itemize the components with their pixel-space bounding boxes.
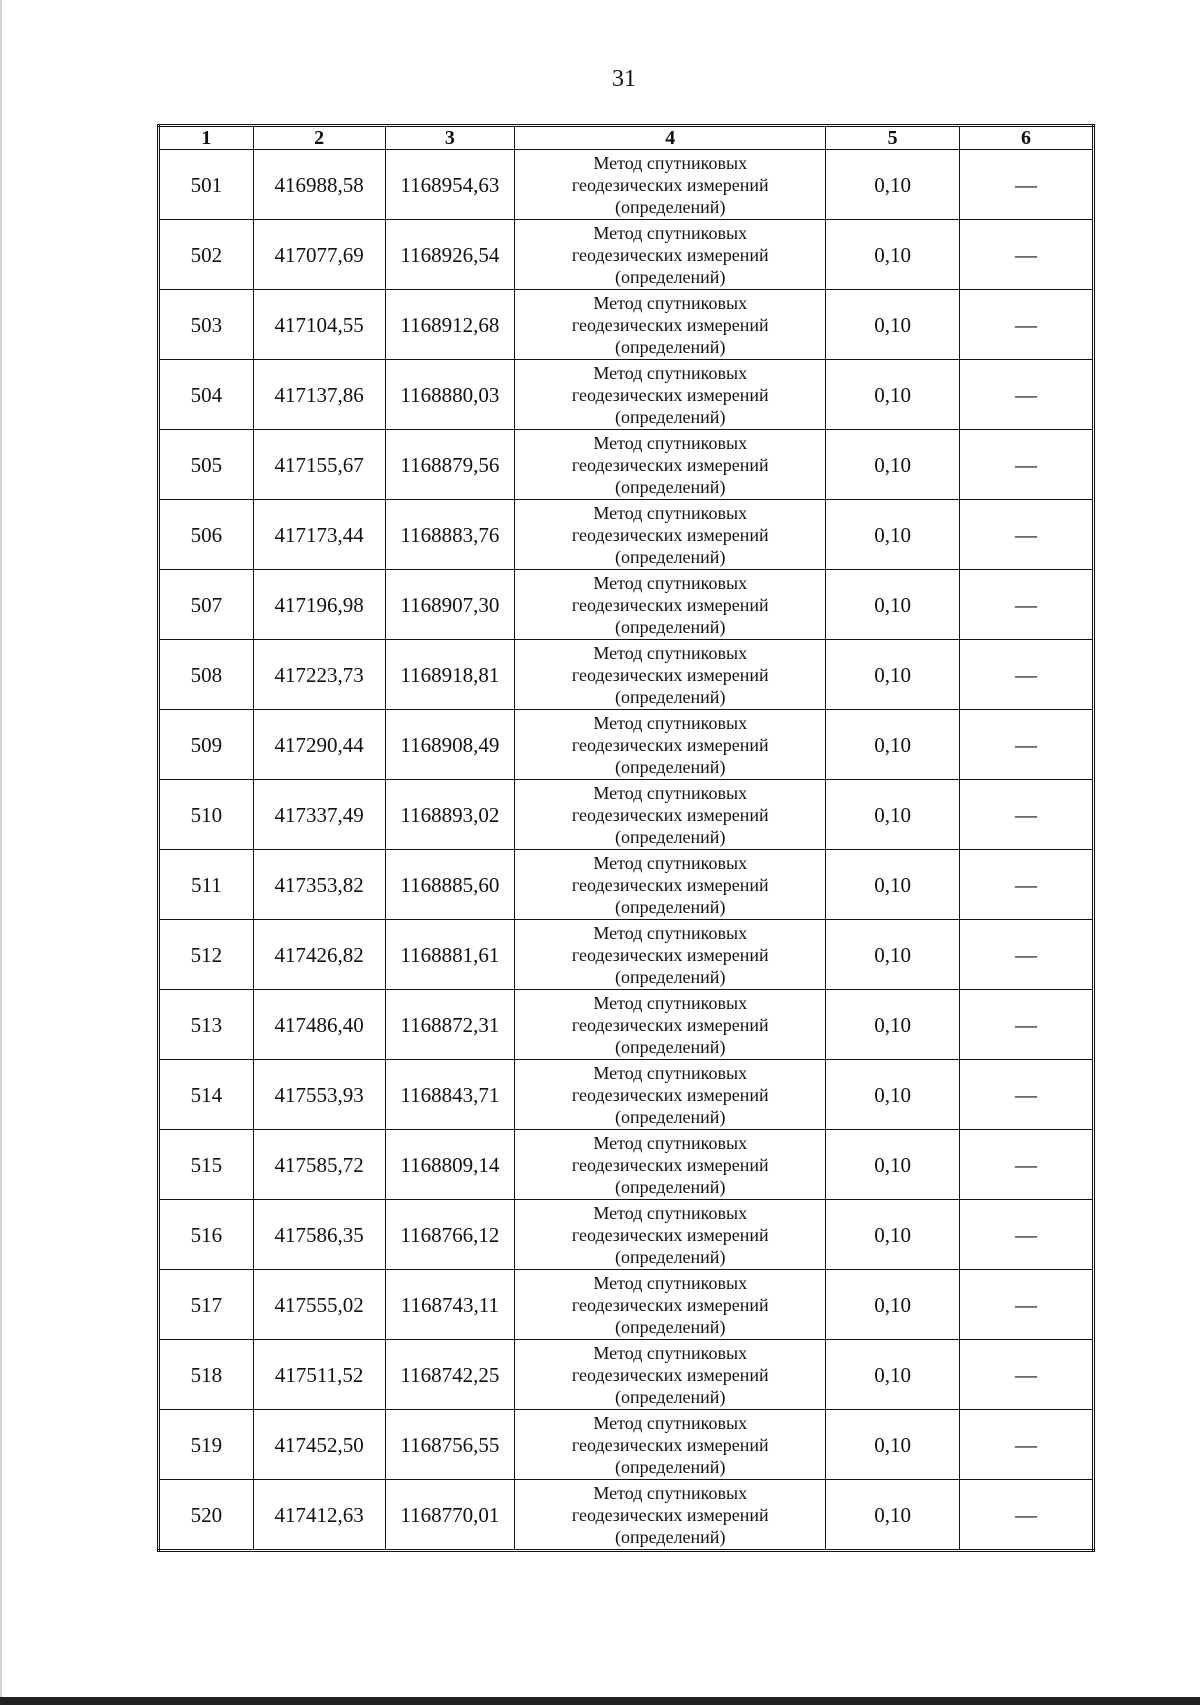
method-line: Метод спутниковых bbox=[593, 782, 748, 803]
method-line: геодезических измерений bbox=[571, 1294, 769, 1315]
method-line: Метод спутниковых bbox=[593, 712, 748, 733]
method-cell bbox=[515, 780, 826, 850]
method-line: Метод спутниковых bbox=[593, 1342, 748, 1363]
scan-edge-left bbox=[0, 0, 2, 1705]
method-cell bbox=[515, 710, 826, 780]
method-line: (определений) bbox=[615, 1036, 726, 1057]
coordinate-y-cell: 1168885,60 bbox=[385, 850, 515, 920]
table-row bbox=[159, 1060, 1094, 1130]
point-number-cell: 505 bbox=[159, 430, 254, 500]
method-line: (определений) bbox=[615, 826, 726, 847]
coordinate-y-cell: 1168766,12 bbox=[385, 1200, 515, 1270]
coordinate-x-cell: 417586,35 bbox=[253, 1200, 385, 1270]
coordinate-x-cell: 417104,55 bbox=[253, 290, 385, 360]
method-line: (определений) bbox=[615, 406, 726, 427]
method-line: геодезических измерений bbox=[571, 244, 769, 265]
method-line: геодезических измерений bbox=[571, 874, 769, 895]
point-number-cell: 510 bbox=[159, 780, 254, 850]
coordinate-y-cell: 1168742,25 bbox=[385, 1340, 515, 1410]
point-number-cell: 504 bbox=[159, 360, 254, 430]
method-line: геодезических измерений bbox=[571, 314, 769, 335]
coordinate-x-cell: 417196,98 bbox=[253, 570, 385, 640]
method-cell bbox=[515, 500, 826, 570]
coordinate-y-cell: 1168743,11 bbox=[385, 1270, 515, 1340]
point-number-cell: 514 bbox=[159, 1060, 254, 1130]
method-line: (определений) bbox=[615, 616, 726, 637]
table-row bbox=[159, 920, 1094, 990]
precision-cell: 0,10 bbox=[826, 500, 960, 570]
precision-cell: 0,10 bbox=[826, 640, 960, 710]
coordinate-x-cell: 417412,63 bbox=[253, 1480, 385, 1551]
point-number-cell: 502 bbox=[159, 220, 254, 290]
coordinate-x-cell: 417511,52 bbox=[253, 1340, 385, 1410]
point-number-cell: 501 bbox=[159, 150, 254, 220]
table-header bbox=[159, 126, 1094, 150]
note-cell: — bbox=[960, 1200, 1094, 1270]
coordinate-x-cell: 416988,58 bbox=[253, 150, 385, 220]
method-line: геодезических измерений bbox=[571, 1504, 769, 1525]
scan-edge-bottom bbox=[0, 1697, 1200, 1705]
precision-cell: 0,10 bbox=[826, 570, 960, 640]
method-line: Метод спутниковых bbox=[593, 292, 748, 313]
coordinate-y-cell: 1168907,30 bbox=[385, 570, 515, 640]
precision-cell: 0,10 bbox=[826, 1270, 960, 1340]
header-col-6: 6 bbox=[960, 126, 1094, 150]
method-line: Метод спутниковых bbox=[593, 1272, 748, 1293]
note-cell: — bbox=[960, 640, 1094, 710]
note-cell: — bbox=[960, 1480, 1094, 1551]
table-row bbox=[159, 1410, 1094, 1480]
coordinate-y-cell: 1168926,54 bbox=[385, 220, 515, 290]
table-row bbox=[159, 850, 1094, 920]
method-line: Метод спутниковых bbox=[593, 502, 748, 523]
coordinate-x-cell: 417223,73 bbox=[253, 640, 385, 710]
method-line: Метод спутниковых bbox=[593, 572, 748, 593]
method-cell bbox=[515, 570, 826, 640]
coordinate-y-cell: 1168881,61 bbox=[385, 920, 515, 990]
method-line: геодезических измерений bbox=[571, 734, 769, 755]
method-line: (определений) bbox=[615, 1246, 726, 1267]
method-line: Метод спутниковых bbox=[593, 1062, 748, 1083]
method-line: геодезических измерений bbox=[571, 664, 769, 685]
header-col-1: 1 bbox=[159, 126, 254, 150]
method-line: Метод спутниковых bbox=[593, 1482, 748, 1503]
method-cell bbox=[515, 1270, 826, 1340]
coordinate-x-cell: 417353,82 bbox=[253, 850, 385, 920]
coordinate-y-cell: 1168880,03 bbox=[385, 360, 515, 430]
method-cell bbox=[515, 150, 826, 220]
precision-cell: 0,10 bbox=[826, 1340, 960, 1410]
note-cell: — bbox=[960, 1060, 1094, 1130]
method-line: Метод спутниковых bbox=[593, 922, 748, 943]
precision-cell: 0,10 bbox=[826, 710, 960, 780]
method-cell bbox=[515, 1480, 826, 1551]
method-line: (определений) bbox=[615, 546, 726, 567]
table-row bbox=[159, 430, 1094, 500]
method-line: (определений) bbox=[615, 896, 726, 917]
header-col-2: 2 bbox=[253, 126, 385, 150]
coordinate-y-cell: 1168912,68 bbox=[385, 290, 515, 360]
method-cell bbox=[515, 640, 826, 710]
note-cell: — bbox=[960, 990, 1094, 1060]
method-line: Метод спутниковых bbox=[593, 432, 748, 453]
precision-cell: 0,10 bbox=[826, 780, 960, 850]
coordinates-table bbox=[157, 124, 1095, 1552]
method-line: Метод спутниковых bbox=[593, 642, 748, 663]
method-line: геодезических измерений bbox=[571, 944, 769, 965]
precision-cell: 0,10 bbox=[826, 850, 960, 920]
table-row bbox=[159, 1340, 1094, 1410]
note-cell: — bbox=[960, 920, 1094, 990]
precision-cell: 0,10 bbox=[826, 290, 960, 360]
note-cell: — bbox=[960, 850, 1094, 920]
precision-cell: 0,10 bbox=[826, 990, 960, 1060]
precision-cell: 0,10 bbox=[826, 150, 960, 220]
precision-cell: 0,10 bbox=[826, 920, 960, 990]
table-row bbox=[159, 1480, 1094, 1551]
method-line: (определений) bbox=[615, 1456, 726, 1477]
method-line: (определений) bbox=[615, 1386, 726, 1407]
point-number-cell: 517 bbox=[159, 1270, 254, 1340]
method-line: геодезических измерений bbox=[571, 454, 769, 475]
method-cell bbox=[515, 430, 826, 500]
coordinate-x-cell: 417426,82 bbox=[253, 920, 385, 990]
point-number-cell: 503 bbox=[159, 290, 254, 360]
table-row bbox=[159, 1200, 1094, 1270]
coordinate-x-cell: 417486,40 bbox=[253, 990, 385, 1060]
precision-cell: 0,10 bbox=[826, 430, 960, 500]
precision-cell: 0,10 bbox=[826, 1060, 960, 1130]
method-line: геодезических измерений bbox=[571, 1014, 769, 1035]
method-line: (определений) bbox=[615, 476, 726, 497]
point-number-cell: 507 bbox=[159, 570, 254, 640]
method-line: геодезических измерений bbox=[571, 1084, 769, 1105]
method-line: Метод спутниковых bbox=[593, 1132, 748, 1153]
note-cell: — bbox=[960, 570, 1094, 640]
method-line: Метод спутниковых bbox=[593, 152, 748, 173]
point-number-cell: 506 bbox=[159, 500, 254, 570]
coordinate-y-cell: 1168908,49 bbox=[385, 710, 515, 780]
method-line: геодезических измерений bbox=[571, 174, 769, 195]
method-cell bbox=[515, 1060, 826, 1130]
precision-cell: 0,10 bbox=[826, 220, 960, 290]
header-col-5: 5 bbox=[826, 126, 960, 150]
method-line: (определений) bbox=[615, 1106, 726, 1127]
note-cell: — bbox=[960, 500, 1094, 570]
table-row bbox=[159, 640, 1094, 710]
method-line: Метод спутниковых bbox=[593, 222, 748, 243]
method-line: Метод спутниковых bbox=[593, 992, 748, 1013]
table-body bbox=[159, 150, 1094, 1551]
method-line: геодезических измерений bbox=[571, 524, 769, 545]
method-cell bbox=[515, 1130, 826, 1200]
note-cell: — bbox=[960, 290, 1094, 360]
coordinate-x-cell: 417585,72 bbox=[253, 1130, 385, 1200]
header-col-3: 3 bbox=[385, 126, 515, 150]
method-line: (определений) bbox=[615, 756, 726, 777]
point-number-cell: 520 bbox=[159, 1480, 254, 1551]
method-line: (определений) bbox=[615, 686, 726, 707]
method-cell bbox=[515, 360, 826, 430]
point-number-cell: 511 bbox=[159, 850, 254, 920]
coordinate-x-cell: 417155,67 bbox=[253, 430, 385, 500]
method-cell bbox=[515, 990, 826, 1060]
table-row bbox=[159, 1130, 1094, 1200]
method-cell bbox=[515, 920, 826, 990]
precision-cell: 0,10 bbox=[826, 1480, 960, 1551]
method-line: геодезических измерений bbox=[571, 1154, 769, 1175]
table-row bbox=[159, 150, 1094, 220]
note-cell: — bbox=[960, 780, 1094, 850]
method-cell bbox=[515, 850, 826, 920]
method-line: геодезических измерений bbox=[571, 594, 769, 615]
point-number-cell: 515 bbox=[159, 1130, 254, 1200]
coordinate-x-cell: 417290,44 bbox=[253, 710, 385, 780]
note-cell: — bbox=[960, 1410, 1094, 1480]
table-row bbox=[159, 290, 1094, 360]
precision-cell: 0,10 bbox=[826, 1130, 960, 1200]
method-line: геодезических измерений bbox=[571, 1434, 769, 1455]
method-cell bbox=[515, 1340, 826, 1410]
coordinate-y-cell: 1168809,14 bbox=[385, 1130, 515, 1200]
note-cell: — bbox=[960, 430, 1094, 500]
method-line: (определений) bbox=[615, 196, 726, 217]
point-number-cell: 518 bbox=[159, 1340, 254, 1410]
coordinate-x-cell: 417553,93 bbox=[253, 1060, 385, 1130]
table-row bbox=[159, 360, 1094, 430]
coordinate-y-cell: 1168954,63 bbox=[385, 150, 515, 220]
method-line: (определений) bbox=[615, 1176, 726, 1197]
header-row bbox=[159, 126, 1094, 150]
table-row bbox=[159, 570, 1094, 640]
method-line: Метод спутниковых bbox=[593, 852, 748, 873]
coordinate-x-cell: 417555,02 bbox=[253, 1270, 385, 1340]
coordinate-x-cell: 417077,69 bbox=[253, 220, 385, 290]
method-line: (определений) bbox=[615, 1526, 726, 1547]
table-row bbox=[159, 990, 1094, 1060]
note-cell: — bbox=[960, 220, 1094, 290]
method-line: геодезических измерений bbox=[571, 1224, 769, 1245]
note-cell: — bbox=[960, 360, 1094, 430]
method-line: Метод спутниковых bbox=[593, 1202, 748, 1223]
point-number-cell: 508 bbox=[159, 640, 254, 710]
table-row bbox=[159, 220, 1094, 290]
method-line: (определений) bbox=[615, 336, 726, 357]
method-cell bbox=[515, 220, 826, 290]
precision-cell: 0,10 bbox=[826, 360, 960, 430]
method-line: геодезических измерений bbox=[571, 804, 769, 825]
method-line: геодезических измерений bbox=[571, 1364, 769, 1385]
coordinate-y-cell: 1168843,71 bbox=[385, 1060, 515, 1130]
coordinate-x-cell: 417173,44 bbox=[253, 500, 385, 570]
point-number-cell: 516 bbox=[159, 1200, 254, 1270]
method-line: (определений) bbox=[615, 266, 726, 287]
coordinate-y-cell: 1168879,56 bbox=[385, 430, 515, 500]
coordinate-y-cell: 1168918,81 bbox=[385, 640, 515, 710]
method-cell bbox=[515, 1200, 826, 1270]
coordinate-x-cell: 417337,49 bbox=[253, 780, 385, 850]
note-cell: — bbox=[960, 1130, 1094, 1200]
table-row bbox=[159, 780, 1094, 850]
precision-cell: 0,10 bbox=[826, 1200, 960, 1270]
method-line: Метод спутниковых bbox=[593, 362, 748, 383]
coordinate-y-cell: 1168893,02 bbox=[385, 780, 515, 850]
table-row bbox=[159, 710, 1094, 780]
coordinate-y-cell: 1168756,55 bbox=[385, 1410, 515, 1480]
coordinate-y-cell: 1168883,76 bbox=[385, 500, 515, 570]
point-number-cell: 519 bbox=[159, 1410, 254, 1480]
point-number-cell: 509 bbox=[159, 710, 254, 780]
note-cell: — bbox=[960, 1270, 1094, 1340]
method-line: (определений) bbox=[615, 1316, 726, 1337]
point-number-cell: 513 bbox=[159, 990, 254, 1060]
method-cell bbox=[515, 290, 826, 360]
header-col-4: 4 bbox=[515, 126, 826, 150]
point-number-cell: 512 bbox=[159, 920, 254, 990]
coordinate-y-cell: 1168872,31 bbox=[385, 990, 515, 1060]
coordinate-y-cell: 1168770,01 bbox=[385, 1480, 515, 1551]
note-cell: — bbox=[960, 1340, 1094, 1410]
coordinate-x-cell: 417452,50 bbox=[253, 1410, 385, 1480]
table-row bbox=[159, 1270, 1094, 1340]
note-cell: — bbox=[960, 710, 1094, 780]
coordinate-x-cell: 417137,86 bbox=[253, 360, 385, 430]
table-row bbox=[159, 500, 1094, 570]
precision-cell: 0,10 bbox=[826, 1410, 960, 1480]
method-line: (определений) bbox=[615, 966, 726, 987]
method-line: Метод спутниковых bbox=[593, 1412, 748, 1433]
page-number: 31 bbox=[612, 66, 636, 92]
note-cell: — bbox=[960, 150, 1094, 220]
method-line: геодезических измерений bbox=[571, 384, 769, 405]
method-cell bbox=[515, 1410, 826, 1480]
